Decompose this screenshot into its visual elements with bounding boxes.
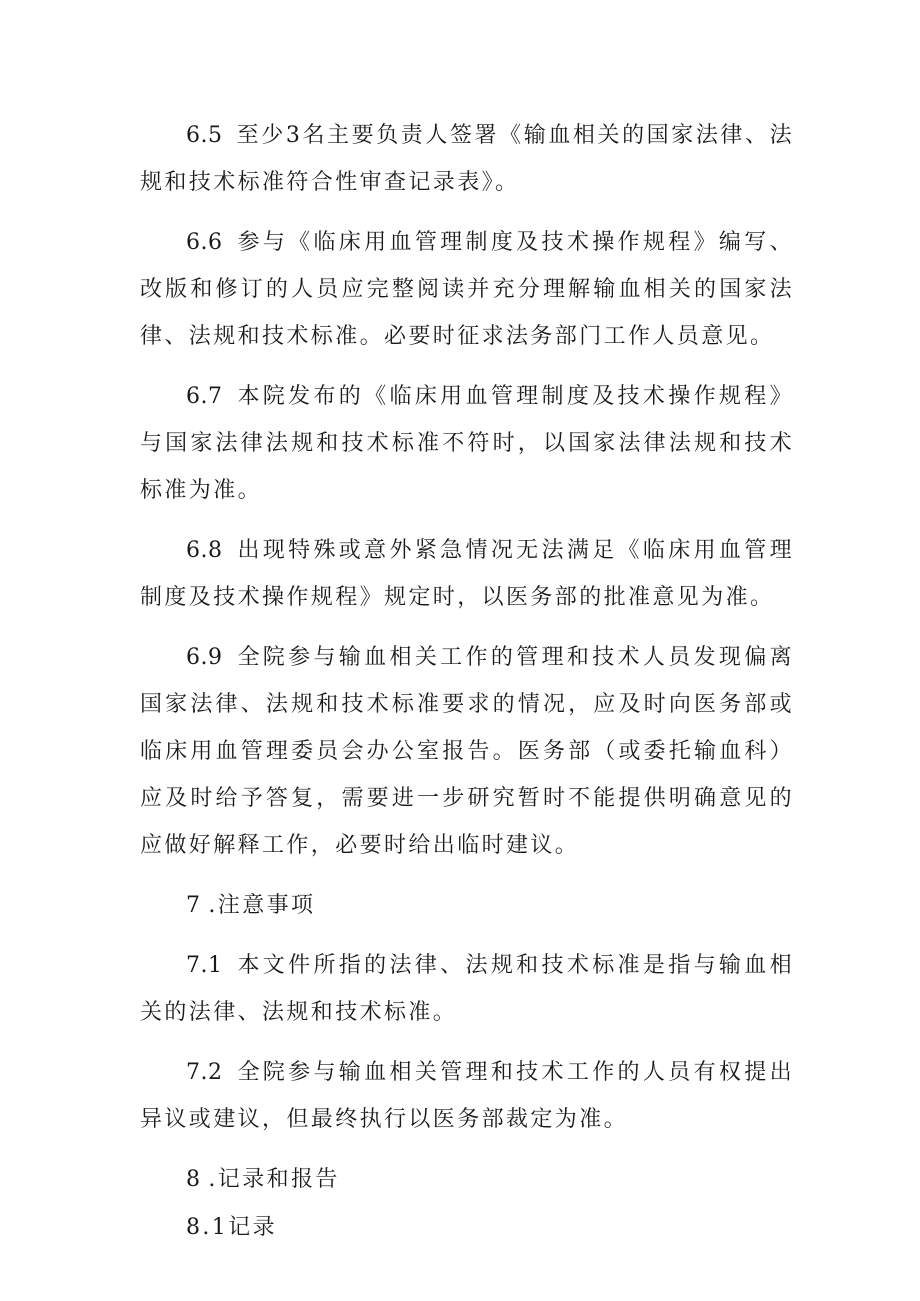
paragraph-6-6 xyxy=(140,219,794,360)
subsection-8-1-heading: 8.1记录 xyxy=(186,1215,277,1240)
clause-text: 至少3名主要负责人签署《输血相关的国家法律、法规和技术标准符合性审查记录表》。 xyxy=(140,123,794,195)
paragraph-6-5 xyxy=(140,112,794,206)
clause-text: 全院参与输血相关管理和技术工作的人员有权提出异议或建议，但最终执行以医务部裁定为准。 xyxy=(140,1060,794,1132)
section-number: 8 xyxy=(186,1167,203,1192)
paragraph-6-8 xyxy=(140,527,794,621)
section-8-heading xyxy=(140,1156,794,1203)
clause-number: 6.6 xyxy=(186,230,223,255)
clause-number: 6.9 xyxy=(186,645,223,670)
paragraph-7-2 xyxy=(140,1049,794,1143)
clause-number: 7.2 xyxy=(186,1060,223,1085)
clause-text: 出现特殊或意外紧急情况无法满足《临床用血管理制度及技术操作规程》规定时，以医务部的批准意见为准。 xyxy=(140,538,794,610)
clause-number: 6.5 xyxy=(186,123,223,148)
section-number: 7 xyxy=(186,893,203,918)
clause-text: 本文件所指的法律、法规和技术标准是指与输血相关的法律、法规和技术标准。 xyxy=(140,953,794,1025)
section-7-heading xyxy=(140,882,794,929)
clause-number: 7.1 xyxy=(186,953,223,978)
section-title: .记录和报告 xyxy=(208,1167,340,1192)
clause-text: 参与《临床用血管理制度及技术操作规程》编写、改版和修订的人员应完整阅读并充分理解输血相关的国家法律、法规和技术标准。必要时征求法务部门工作人员意见。 xyxy=(140,230,794,349)
clause-text: 全院参与输血相关工作的管理和技术人员发现偏离国家法律、法规和技术标准要求的情况，应及时向医务部或临床用血管理委员会办公室报告。医务部（或委托输血科）应及时给予答复，需要进一步研究暂时不能提供明确意见的应做好解释工作，必要时给出临时建议。 xyxy=(140,645,794,858)
clause-number: 6.7 xyxy=(186,384,223,409)
paragraph-6-7 xyxy=(140,373,794,514)
paragraph-7-1 xyxy=(140,942,794,1036)
clause-text: 本院发布的《临床用血管理制度及技术操作规程》与国家法律法规和技术标准不符时，以国家法律法规和技术标准为准。 xyxy=(140,384,794,503)
section-title: .注意事项 xyxy=(208,893,316,918)
clause-number: 6.8 xyxy=(186,538,223,563)
paragraph-6-9 xyxy=(140,634,794,869)
